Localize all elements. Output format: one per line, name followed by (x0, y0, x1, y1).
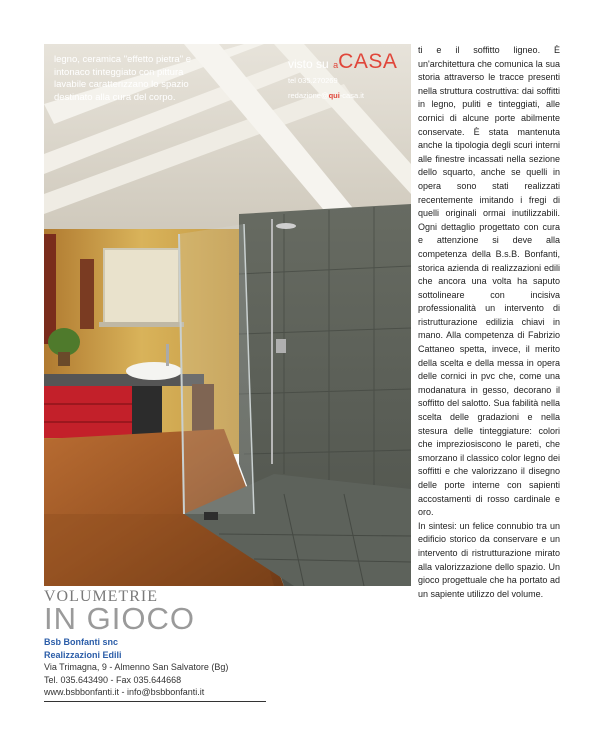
brand-email-prefix: redazione@ (288, 91, 329, 100)
brand-email-suffix: -casa.it (339, 91, 364, 100)
brand-a: a (333, 60, 339, 70)
brand-logo (288, 50, 406, 74)
company-web[interactable]: www.bsbbonfanti.it - info@bsbbonfanti.it (44, 687, 205, 698)
contact-divider (44, 701, 266, 702)
brand-tel: tel 035.270269 (288, 76, 338, 85)
headline-volumetrie: VOLUMETRIE (44, 588, 158, 605)
company-division: Realizzazioni Edili (44, 649, 122, 660)
brand-visto-su: visto su (288, 57, 329, 71)
contact-block (44, 636, 274, 702)
brand-casa: CASA (338, 50, 398, 73)
brand-email-qui: qui (328, 91, 340, 100)
company-address: Via Trimagna, 9 - Almenno San Salvatore (Bg) (44, 662, 229, 673)
visto-su-casa-brand (288, 50, 406, 100)
company-phone: Tel. 035.643490 - Fax 035.644668 (44, 674, 182, 685)
company-name: Bsb Bonfanti snc (44, 637, 119, 647)
article-paragraph-2: In sintesi: un felice connubio tra un edificio storico da conservare e un intervento di ristrutturazione mirato alla valorizzazione dello spazio. Un gioco progettuale che ha portato ad un sapiente utilizzo del volume. (418, 520, 560, 599)
headline-in-gioco: IN GIOCO (44, 601, 195, 636)
article-column (418, 44, 560, 601)
photo-caption: legno, ceramica "effetto pietra" e intonaco tinteggiato con pittura lavabile caratterizzano lo spazio destinato alla cura del corpo. (54, 54, 192, 103)
bathroom-photo (44, 44, 411, 586)
article-paragraph-1: ti e il soffitto ligneo. È un'architettura che comunica la sua storia attraverso le tracce presenti nella struttura costruttiva: dai soffitti in legno, puliti e tinteggiati, alle cornici di alcune porte abilmente conservate. È stata mantenuta anche la tipologia degli scuri interni alle finestre incassati nella sezione dello squarto, anche se quelli in opera sono stati realizzati recentemente imitando i fregi di quelli originali ormai inutilizzabili. Ogni dettaglio progettato con cura e attenzione si deve alla competenza della B.s.B. Bonfanti, storica azienda di realizzazioni edili che ancora una volta ha saputo sottolineare con incisiva professionalità un intervento di ristrutturazione edilizia chiavi in mano. Alla competenza di Fabrizio Cattaneo spetta, invece, il merito della scelta e della messa in opera delle cornici in pvc che, come una modanatura in gesso, decorano il soffitto del salotto. Sua fabilità nella scelta delle gradazioni e nella stesura delle tinteggiature: colori che impreziosiscono le pareti, che smorzano il classico color legno dei soffitti e che valorizzano il disegno delle porte interne con sapienti accostamenti di rosso cardinale e oro. (418, 45, 560, 518)
brand-email (288, 91, 406, 100)
